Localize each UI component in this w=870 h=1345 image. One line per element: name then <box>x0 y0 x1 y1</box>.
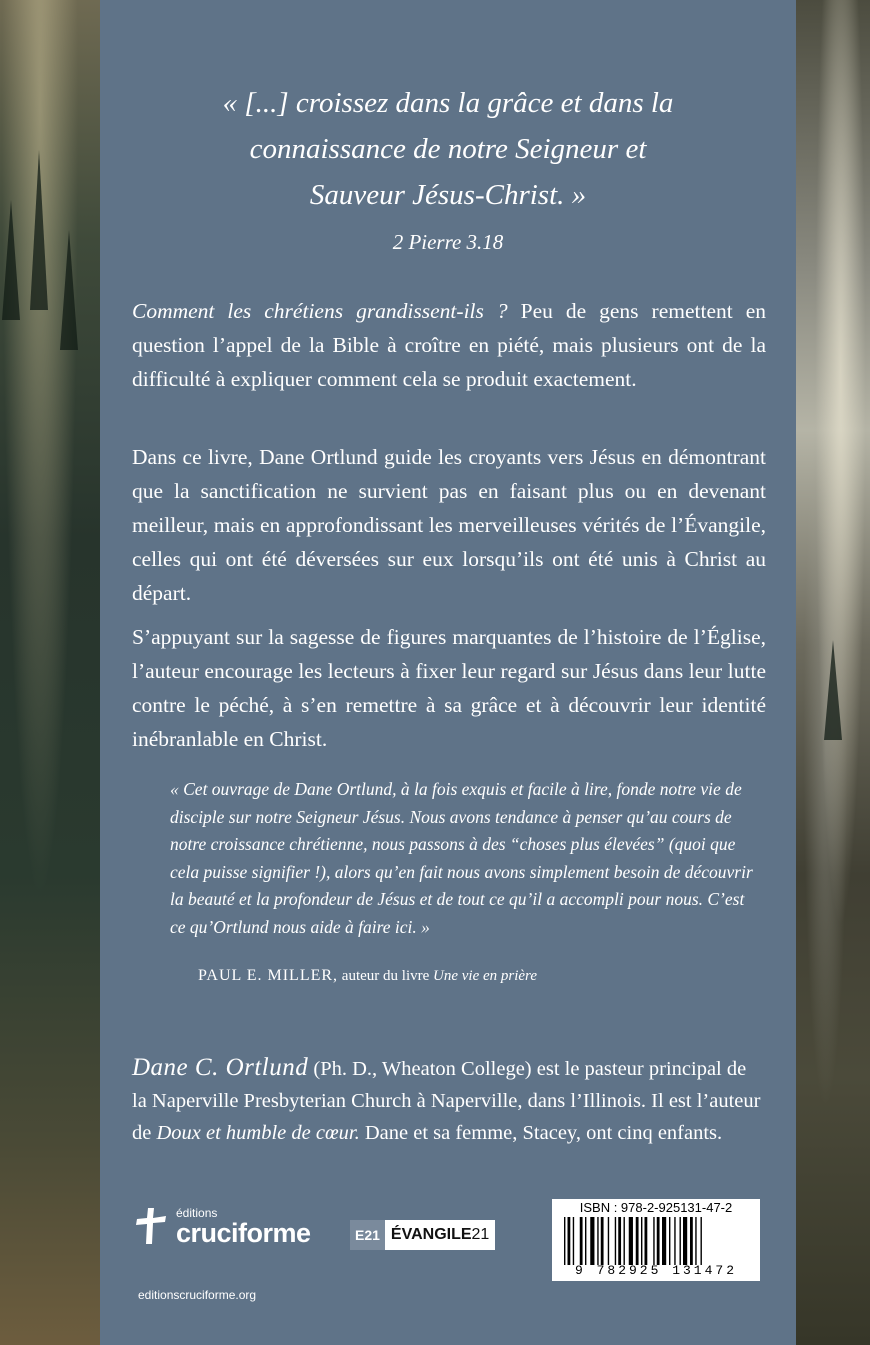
evangile21-logo <box>350 1220 495 1250</box>
description-paragraph-3: S’appuyant sur la sagesse de figures marquantes de l’histoire de l’Église, l’auteur encourage les lecteurs à fixer leur regard sur Jésus dans leur lutte contre le péché, à s’en remettre à sa grâce et à découvrir leur identité inébranlable en Christ. <box>132 625 766 751</box>
author-name: Dane C. Ortlund <box>132 1054 309 1081</box>
description-text: Peu de gens remettent en question l’appel de la Bible à croître en piété, mais plusieurs ont de la difficulté à expliquer comment cela se produit exactement. <box>132 299 766 391</box>
description-question: Comment les chrétiens grandissent-ils ? <box>132 299 508 323</box>
endorser-book: Une vie en prière <box>433 968 537 984</box>
author-bio <box>132 1052 766 1149</box>
verse-line: connaissance de notre Seigneur et <box>249 133 647 165</box>
endorser-name: PAUL E. MILLER, <box>198 967 339 984</box>
publisher-logo <box>134 1200 334 1260</box>
pine-tree <box>30 150 48 310</box>
endorser-role: auteur du livre <box>338 968 434 984</box>
pine-tree <box>60 230 78 350</box>
bio-text: (Ph. D., Wheaton College) est le pasteur principal de la Naperville Presbyterian Church à Naperville, dans l’Illinois. Il est l’auteur de <box>132 1058 761 1144</box>
e21-badge: E21 <box>350 1220 385 1250</box>
publisher-logo-small: éditions <box>176 1206 218 1220</box>
isbn-label: ISBN : 978-2-925131-47-2 <box>579 1200 733 1215</box>
description-paragraph-2: Dans ce livre, Dane Ortlund guide les croyants vers Jésus en démontrant que la sanctification ne survient pas en faisant plus ou en devenant meilleur, mais en approfondissant les merveilleuses vérités de l’Évangile, celles qui ont été déversées sur eux lorsqu’ils ont été unis à Christ au départ. <box>132 445 766 605</box>
endorsement-attribution <box>198 965 758 987</box>
verse-line: Sauveur Jésus-Christ. » <box>309 179 587 211</box>
pine-tree <box>2 200 20 320</box>
bio-text: Dane et sa femme, Stacey, ont cinq enfants. <box>359 1122 723 1144</box>
publisher-url: editionscruciforme.org <box>138 1288 257 1302</box>
barcode-digits: 9 782925 131472 <box>574 1263 738 1278</box>
bible-verse <box>130 80 766 218</box>
cross-icon <box>134 1206 168 1246</box>
verse-reference: 2 Pierre 3.18 <box>392 230 504 254</box>
publisher-logo-name: cruciforme <box>176 1218 311 1248</box>
background-painting-right <box>796 0 870 1345</box>
pine-tree <box>824 640 842 740</box>
description-paragraph-1 <box>132 294 766 396</box>
verse-line: « [...] croissez dans la grâce et dans la <box>222 87 674 119</box>
evangile21-wordmark <box>385 1220 495 1250</box>
barcode <box>552 1199 760 1281</box>
endorsement-quote: « Cet ouvrage de Dane Ortlund, à la fois exquis et facile à lire, fonde notre vie de disciple sur notre Seigneur Jésus. Nous avons tendance à penser qu’au cours de notre croissance chrétienne, nous passons à des “choses plus élevées” (quoi que cela puisse signifier !), alors qu’en fait nous avons simplement besoin de découvrir la beauté et la profondeur de Jésus et de tout ce qu’il a accompli pour nous. C’est ce qu’Ortlund nous aide à faire ici. » <box>170 779 753 937</box>
evangile21-number: 21 <box>471 1226 490 1243</box>
evangile21-word: ÉVANGILE <box>390 1226 472 1243</box>
text-panel <box>100 0 796 1345</box>
background-painting-left <box>0 0 100 1345</box>
bio-book-title: Doux et humble de cœur. <box>156 1122 360 1144</box>
barcode-bars <box>564 1217 750 1265</box>
